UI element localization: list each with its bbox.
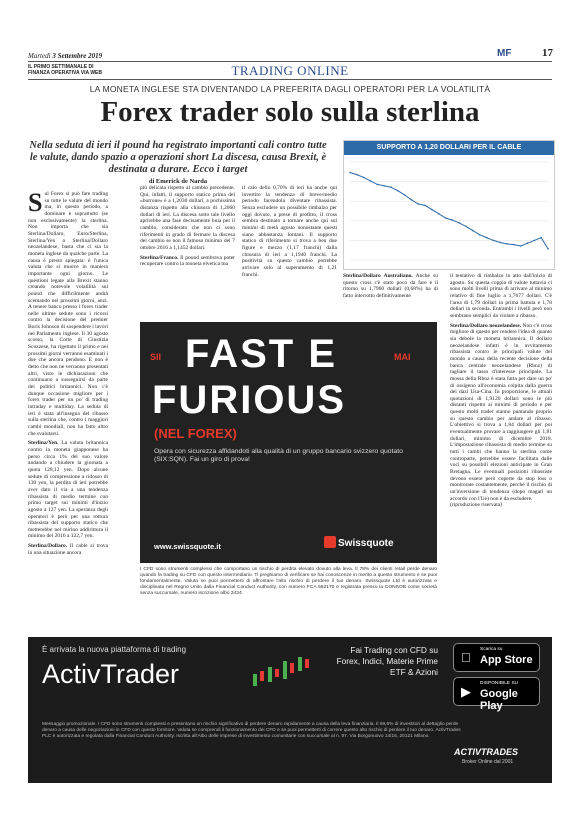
chart-point — [363, 177, 365, 179]
chart-point — [472, 230, 474, 232]
chart-point — [397, 190, 399, 192]
chart-point — [486, 237, 488, 239]
col4-para1: Anche su questo cross c'è stato poco da fare e il ritorno su 1,7960 dollari (0,68%) ha di fatto interrotto definitivamente — [343, 273, 438, 299]
chart-point — [547, 248, 549, 250]
swissquote-logo-icon — [324, 536, 336, 548]
chart-series-line — [350, 173, 548, 249]
col1-para2: La valuta britannica contro la moneta giapponese ha perso circa 1% del suo valore andando a chiudere la giornata a quota 128,12 yen. Dopo alcune sedute di compressione a ridosso di 130 yen, la perdita di ieri potrebbe aver dato il via a una tendenza ribassista di medio termine con primo target sui minimi d'inizio agosto a 127 yen. La speranza degli operatori è però per una rottura ribassista del supporto statico che metterebbe nel mirino addirittura il minimo del 2016 a 122,7 yen. — [28, 440, 109, 540]
section-kicker: IL PRIMO SETTIMANALE DI FINANZA OPERATIVA VIA WEB — [28, 64, 102, 76]
google-play-label: Google Play — [480, 688, 518, 712]
section-title: TRADING ONLINE — [231, 63, 349, 78]
chart-point — [540, 237, 542, 239]
ad-fast: FAST E — [185, 332, 338, 376]
chart-point — [356, 174, 358, 176]
section-divider — [28, 79, 552, 80]
chart-point — [383, 185, 385, 187]
ad-furious: FURIOUS — [152, 378, 346, 422]
column-4 — [343, 273, 438, 300]
col5-para2: Non c'è cross migliore di questo per rendere l'idea di quanto sia debole la moneta britannica. Il dollaro neozelandese infatti è in avvitamento ribassista contro le principali valute del mondo a causa della recente decisione della banca centrale neozelandese (Rbnz) di tagliare il tasso d'interesse principale. La mossa della Rbnz è stata fatta per dare un po' di ossigeno all'economia colpita dalla guerra dei dazi Usa-Cina. In proporzione, le attuali quotazioni di 1,9120 dollari sono le più distanti rispetto ai minimi di periodo e per questo molti trader stanno puntando proprio su questo cambio per andare al ribasso. L'obiettivo si trova a 1,84 dollari per poi eventualmente provare a raggiungere gli 1,81 dollari, minimo di dicembre 2018. L'impostazione ribassista di medio termine su tutti i cambi che hanno la sterlina come controparte, potrebbe essere facilitata dalle voci su possibili elezioni anticipate in Gran Bretagna. Le eventuali posizioni ribassiste devono essere però coperte da stop loss o monitorate costantemente, perché il rischio di un'inversione di tendenza (dopo magari un accordo con l'Ue) non è da escludere. — [450, 322, 552, 502]
chart-point — [513, 244, 515, 246]
col5-para3: (riproduzione riservata) — [450, 502, 503, 509]
issue-date: Martedì 3 Settembre 2019 — [28, 52, 103, 60]
activtrades-logo-sub: Broker Online dal 2001 — [462, 759, 514, 765]
masthead-logo: MF — [497, 48, 512, 59]
col1-para1: ul Forex si può fare trading su tutte le valute del mondo ma, in questo periodo, a dominare è soprattutto (se non esclusivamente) la sterlina. Non importa che sia Sterlina/Dollaro, Euro/Sterlina, Sterlina/Yen o Sterlina/Dollaro neozelandese, basta che ci sia la moneta inglese da qualche parte. La causa è presto spiegata: è l'unica valuta che si muove in maniera importante ogni giorno. Le questioni legate alla Brexit stanno creando notevole volatilità sul pound che difficilmente andrà scemando nei prossimi giorni, anzi. A tenere banco presso i forex trader nelle ultime sedute sono i ricorsi contro la decisione del premier Boris Johnson di sospendere i lavori nel Parlamento inglese. Il 30 agosto scorso, la Corte di Giustizia Scozzese, ha rigettato il primo e nei prossimi giorni verranno esaminati i due che ancora pendono. E non è detto che non ne verranno presentati altri, visto le dichiarazioni che continuano a susseguirsi da parte dei politici britannici. Non c'è dunque occasione migliore per i forex trader per un po' di trading intraday e multiday. La seduta di ieri è stata all'insegna del ribasso sulla sterlina che, contro i maggiori cambi mondiali, non ha fatto altro che svalutarsi. — [28, 191, 108, 437]
column-1 — [28, 188, 109, 556]
chart-point — [377, 184, 379, 186]
ad2-brand: ActivTrader — [42, 659, 180, 689]
chart-point — [506, 243, 508, 245]
chart-point — [458, 222, 460, 224]
ad-brand: Swissquote — [338, 538, 394, 549]
ad2-right-copy: Fai Trading con CFD su Forex, Indici, Materie Prime ETF & Azioni — [336, 645, 438, 677]
google-play-small: DISPONIBILE SU — [480, 681, 519, 686]
ad-url-link[interactable]: www.swissquote.it — [154, 542, 221, 551]
col1-para3: Il cable si trova in una situazione ancora — [28, 543, 109, 556]
chart-point — [411, 199, 413, 201]
chart-svg — [344, 156, 554, 268]
column-5 — [450, 273, 552, 509]
chart-point — [534, 240, 536, 242]
apple-icon — [461, 650, 471, 665]
col1-lead3: Sterlina/Dollaro. — [28, 543, 68, 550]
chart-point — [493, 240, 495, 242]
chart-point — [417, 203, 419, 205]
page-number: 17 — [542, 47, 553, 59]
col2-para1: più delicata rispetto al cambio precedente. Qui, infatti, il supporto statico prima del «burrone» è a 1,2030 dollari, a pochissima distanza rispetto alla chiusura di 1,2060 dollari di ieri. La discesa sotto tale livello aprirebbe una fase decisamente buia per il cambio, considerato che non ci sono riferimenti in grado di fermare la discesa del cambio se non il famoso minimo del 7 ottobre 2016 a 1,1452 dollari. — [140, 185, 235, 251]
chart-point — [499, 242, 501, 244]
app-store-small: Scarica su — [480, 647, 503, 652]
activtrader-ad[interactable] — [28, 637, 552, 783]
header-divider — [28, 61, 552, 62]
ad-mai: MAI — [394, 352, 411, 362]
chart-point — [349, 172, 351, 174]
col4-lead1: Sterlina/Dollaro Australiano. — [343, 273, 413, 279]
chart-point — [431, 209, 433, 211]
dropcap: S — [28, 188, 43, 217]
ad2-disclaimer: Messaggio promozionale. I CFD sono strumenti complessi e presentano un rischio significativo di perdere denaro rapidamente a causa della leva finanziaria. Il 69,6% di investitori al dettaglio perde denaro a causa delle negoziazioni in CFD con questo fornitore. Valuta se comprendi il funzionamento dei CFD e se puoi permetterti di correre questo alto rischio di perdere il tuo denaro. ActivTrades PLC è autorizzata e regolata dalla Financial Conduct Authority. Iscritta all'Albo delle imprese di investimento comunitarie con succursale al n. 97. Via Borgonuovo 14/16, 20121 Milano. — [42, 722, 461, 740]
chart-point — [445, 217, 447, 219]
chart-point — [479, 234, 481, 236]
chart-point — [438, 213, 440, 215]
chart-point — [390, 186, 392, 188]
col5-lead2: Sterlina/Dollaro neozelandese. — [450, 322, 522, 329]
column-2 — [140, 185, 235, 268]
app-store-label: App Store — [480, 654, 533, 666]
overline: LA MONETA INGLESE STA DIVENTANDO LA PREFERITA DAGLI OPERATORI PER LA VOLATILITÀ — [89, 84, 491, 94]
chart-point — [424, 205, 426, 207]
chart-point — [452, 219, 454, 221]
deck: Nella seduta di ieri il pound ha registrato importanti cali contro tutte le valute, dando spazio a operazioni short La discesa, causa Brexit, è destinata a durare. Ecco i target — [29, 140, 327, 175]
ad-forex: (NEL FOREX) — [154, 426, 237, 441]
app-store-button[interactable] — [453, 643, 540, 672]
google-play-button[interactable] — [453, 677, 540, 712]
col5-para1: il tentativo di rimbalzo in atto dall'inizio di agosto. Su questa coppia di valute tuttavia ci sono molti livelli prima di arrivare al minimo relativo di fine luglio a 1,7677 dollari. C'è l'area di 1,79 dollari in prima battuta e 1,78 dollari in seconda. Entrambi i livelli però non sembrano semplici da violare a ribasso. — [450, 273, 552, 319]
col3-para1: il calo dello 0,70% di ieri ha anche qui invertito la tendenza di breve/medio periodo facendola diventare ribassista. Senza escludere un possibile rimbalzo per oggi dovuto, a prese di profitto, il cross sembra destinato a tornare anche qui sui minimi di metà agosto nonostante questi siano abbastanza lontani. Il supporto statico di riferimento si trova a ben due figure e mezzo (1,17 franchi) dalla chiusura di ieri a 1,1940 franchi. La positività su questo cambio potrebbe arrivare solo al superamento di 1,21 franchi. — [242, 185, 337, 278]
candlestick-icon — [248, 649, 318, 699]
ad-copy: Opera con sicurezza affidandoti alla qualità di un gruppo bancario svizzero quotato (SIX:SQN). Fai un giro di prova! — [154, 448, 403, 464]
chart-title: SUPPORTO A 1,20 DOLLARI PER IL CABLE — [344, 141, 554, 155]
swissquote-ad[interactable] — [140, 322, 437, 563]
byline: di Emerick de Narda — [148, 178, 208, 185]
headline: Forex trader solo sulla sterlina — [100, 96, 480, 128]
ad-sii: SII — [150, 352, 162, 362]
chart-point — [527, 242, 529, 244]
ad2-tagline: È arrivata la nuova piattaforma di trading — [42, 645, 187, 654]
chart-point — [370, 180, 372, 182]
chart-panel — [343, 140, 555, 270]
chart-point — [465, 226, 467, 228]
activtrades-logo: ACTIVTRADES — [454, 747, 519, 757]
chart-point — [520, 245, 522, 247]
col1-lead2: Sterlina/Yen. — [28, 440, 59, 447]
col2-para2: Il pound sembrava poter recuperare contro la moneta elvetica ma — [140, 254, 236, 268]
col2-lead2: Sterlina/Franco. — [140, 254, 179, 261]
chart-point — [404, 194, 406, 196]
column-3 — [242, 185, 337, 278]
play-icon: ▶ — [461, 684, 471, 699]
swissquote-disclaimer: I CFD sono strumenti complessi che comportano un rischio di perdita elevato dovuto alla leva. Il 78% dei clienti retail perde denaro quando fa trading su CFD con questo intermediario. Ti preghiamo di verificare se hai conoscenze in merito a questo strumento e se puoi fondamentalmente. Valuta se puoi permetterti di affrontare l'alto rischio di perdere il tuo denaro. Swissquote Ltd è autorizzata e disciplinata nel Regno Unito dalla Financial Conduct Authority, con numero FCA 562170 e registrata presso la CONSOB come società senza succursale, numero iscrizione albo 3434. — [140, 567, 437, 596]
